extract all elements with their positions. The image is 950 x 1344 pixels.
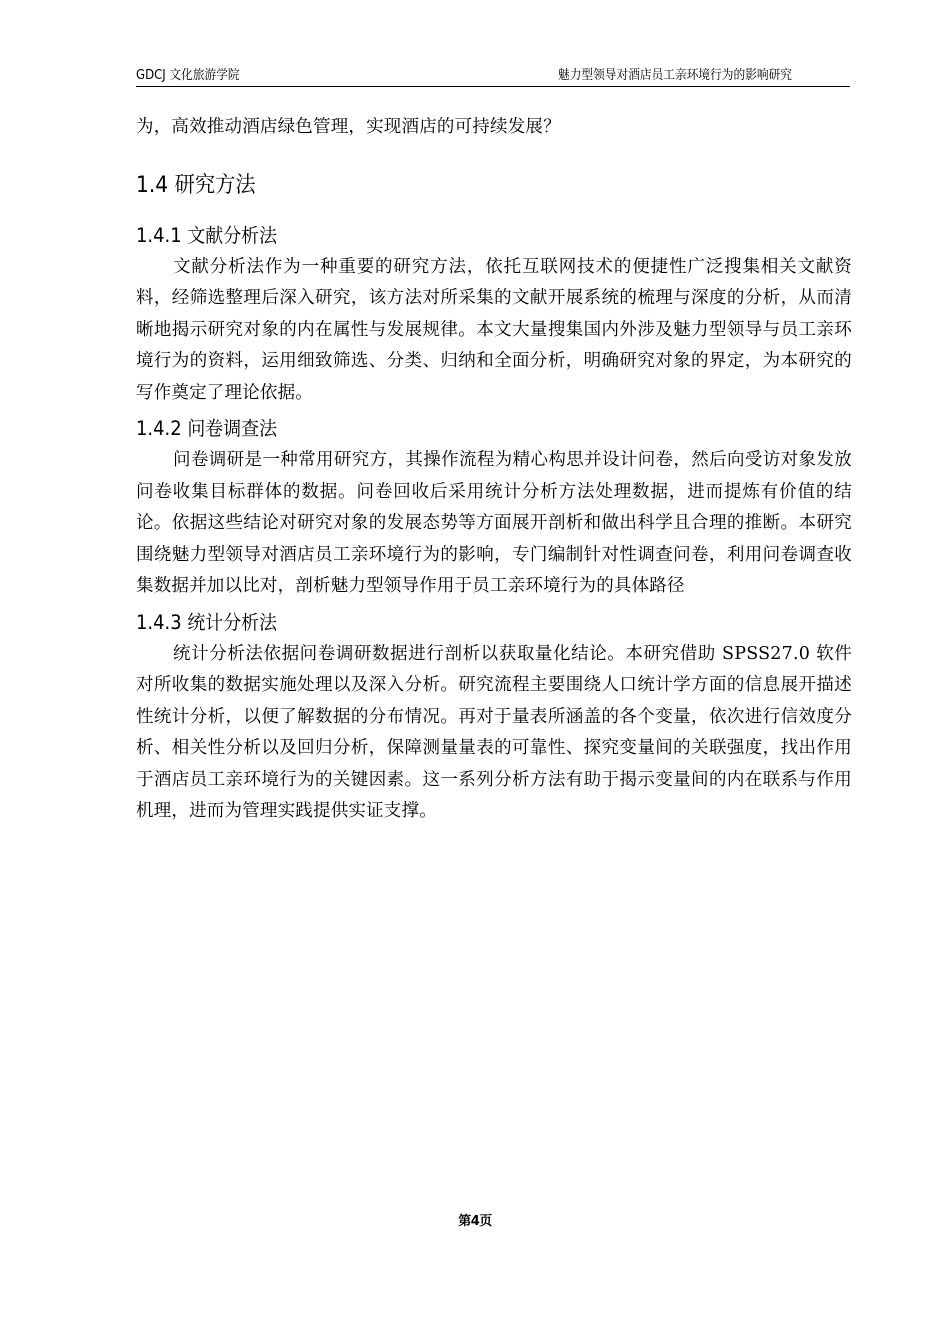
page-number: 第4页 xyxy=(458,1214,492,1229)
subsection-title-questionnaire-survey: 1.4.2 问卷调查法 xyxy=(136,417,278,440)
paragraph-statistical-analysis: 统计分析法依据问卷调研数据进行剖析以获取量化结论。本研究借助 SPSS27.0 软件对所收集的数据实施处理以及深入分析。研究流程主要围绕人口统计学方面的信息展开描述性统计分析，以便了解数据的分布情况。再对于量表所涵盖的各个变量，依次进行信效度分析、相关性分析以及回归分析，保障测量量表的可靠性、探究变量间的关联强度，找出作用于酒店员工亲环境行为的关键因素。这一系列分析方法有助于揭示变量间的内在联系与作用机理，进而为管理实践提供实证支撑。 xyxy=(136,643,852,821)
section-title-research-methods: 1.4 研究方法 xyxy=(136,172,256,198)
subsection-title-statistical-analysis: 1.4.3 统计分析法 xyxy=(136,610,278,634)
page-header xyxy=(136,66,850,87)
header-thesis-title: 魅力型领导对酒店员工亲环境行为的影响研究 xyxy=(557,68,792,83)
intro-continuation: 为，高效推动酒店绿色管理，实现酒店的可持续发展？ xyxy=(136,117,561,137)
page-body xyxy=(136,112,852,828)
header-institution: GDCJ 文化旅游学院 xyxy=(136,68,240,83)
paragraph-literature-analysis: 文献分析法作为一种重要的研究方法，依托互联网技术的便捷性广泛搜集相关文献资料，经筛选整理后深入研究，该方法对所采集的文献开展系统的梳理与深度的分析，从而清晰地揭示研究对象的内在属性与发展规律。本文大量搜集国内外涉及魅力型领导与员工亲环境行为的资料，运用细致筛选、分类、归纳和全面分析，明确研究对象的界定，为本研究的写作奠定了理论依据。 xyxy=(136,256,852,403)
subsection-title-literature-analysis: 1.4.1 文献分析法 xyxy=(136,223,278,247)
paragraph-questionnaire-survey: 问卷调研是一种常用研究方，其操作流程为精心构思并设计问卷，然后向受访对象发放问卷收集目标群体的数据。问卷回收后采用统计分析方法处理数据，进而提炼有价值的结论。依据这些结论对研究对象的发展态势等方面展开剖析和做出科学且合理的推断。本研究围绕魅力型领导对酒店员工亲环境行为的影响，专门编制针对性调查问卷，利用问卷调查收集数据并加以比对，剖析魅力型领导作用于员工亲环境行为的具体路径 xyxy=(136,450,852,596)
